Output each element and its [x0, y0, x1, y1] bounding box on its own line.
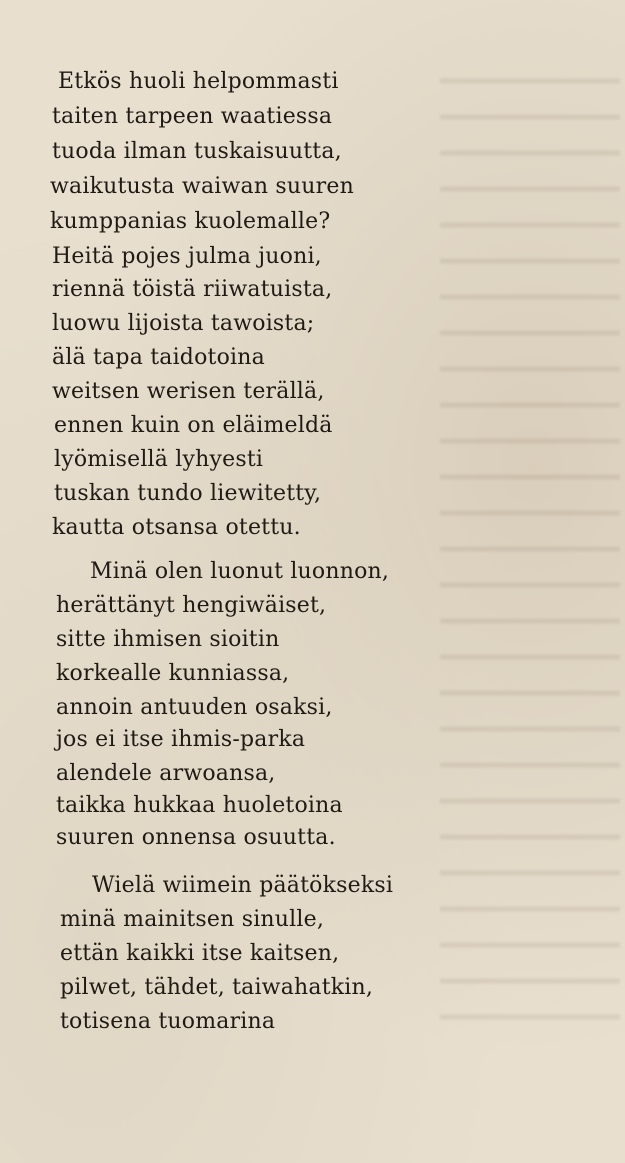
poem-line: tuskan tundo liewitetty, — [54, 481, 322, 506]
poem-line: Etkös huoli helpommasti — [58, 69, 339, 94]
poem-line: lyömisellä lyhyesti — [54, 447, 264, 472]
poem-line: Wielä wiimein päätökseksi — [92, 873, 394, 898]
poem-line: riennä töistä riiwatuista, — [52, 277, 333, 302]
poem-line: alendele arwoansa, — [56, 761, 276, 786]
poem-line: sitte ihmisen sioitin — [56, 627, 280, 652]
poem-line: minä mainitsen sinulle, — [60, 907, 325, 932]
poem-line: älä tapa taidotoina — [52, 345, 265, 370]
bleed-through-text — [440, 60, 620, 1040]
poem-line: ennen kuin on eläimeldä — [54, 413, 333, 438]
poem-line: korkealle kunniassa, — [56, 661, 290, 686]
poem-line: waikutusta waiwan suuren — [50, 174, 354, 199]
poem-line: Heitä pojes julma juoni, — [52, 244, 322, 269]
poem-line: totisena tuomarina — [60, 1009, 276, 1034]
poem-line: taikka hukkaa huoletoina — [56, 793, 343, 818]
poem-line: weitsen werisen terällä, — [52, 379, 325, 404]
poem-line: annoin antuuden osaksi, — [56, 695, 333, 720]
poem-line: pilwet, tähdet, taiwahatkin, — [60, 975, 374, 1000]
poem-line: luowu lijoista tawoista; — [52, 311, 315, 336]
poem-line: kautta otsansa otettu. — [52, 515, 301, 540]
poem-line: ettän kaikki itse kaitsen, — [60, 941, 340, 966]
poem-line: jos ei itse ihmis-parka — [56, 727, 306, 752]
poem-line: suuren onnensa osuutta. — [56, 825, 336, 850]
poem-line: taiten tarpeen waatiessa — [52, 104, 333, 129]
poem-line: herättänyt hengiwäiset, — [56, 593, 327, 618]
poem-line: tuoda ilman tuskaisuutta, — [52, 139, 342, 164]
poem-line: kumppanias kuolemalle? — [50, 209, 331, 234]
poem-line: Minä olen luonut luonnon, — [90, 559, 390, 584]
